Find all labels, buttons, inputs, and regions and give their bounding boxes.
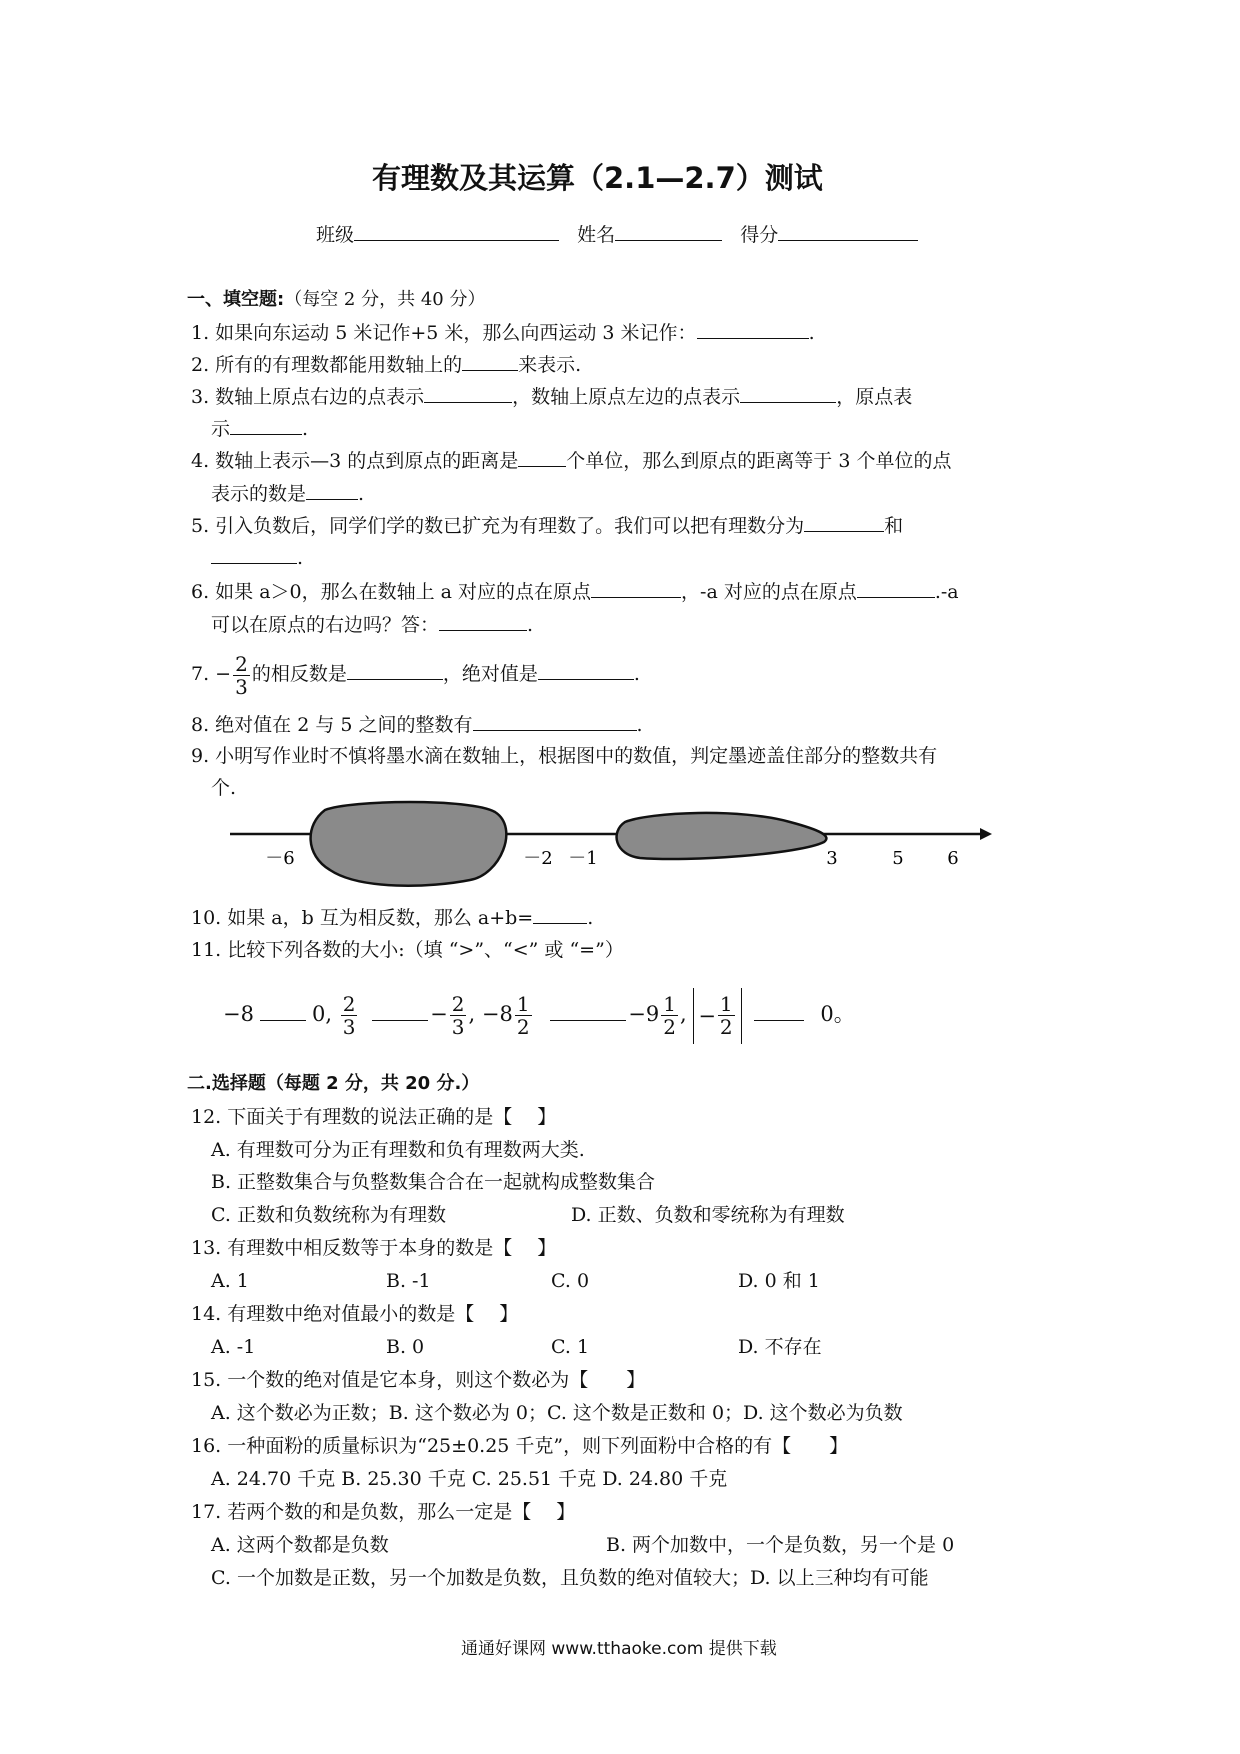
q5-text-c: .: [297, 547, 304, 569]
score-field[interactable]: [778, 222, 918, 241]
q14-option-b[interactable]: B. 0: [386, 1336, 425, 1358]
q6-blank-3[interactable]: [439, 612, 527, 631]
question-3: [191, 384, 912, 409]
q7-text-a: 7. −: [191, 663, 232, 685]
question-4: [191, 448, 951, 473]
section2-heading: 二.选择题（每题 2 分，共 20 分.）: [187, 1073, 480, 1094]
question-5: [191, 513, 903, 538]
q11-expr-5: −9: [628, 1002, 660, 1026]
question-7: [191, 646, 640, 702]
question-8: [191, 712, 643, 737]
question-14: 14. 有理数中绝对值最小的数是【 】: [191, 1303, 519, 1325]
q7-text-c: ，绝对值是: [442, 663, 538, 685]
question-11: 11. 比较下列各数的大小:（填 “>”、“<” 或 “=”）: [191, 939, 624, 961]
question-16: 16. 一种面粉的质量标识为“25±0.25 千克”，则下列面粉中合格的有【 】: [191, 1435, 849, 1457]
q3-blank-3[interactable]: [230, 416, 302, 435]
q5-text-a: 5. 引入负数后，同学们学的数已扩充为有理数了。我们可以把有理数分为: [191, 515, 805, 537]
q4-blank-2[interactable]: [306, 481, 358, 500]
q8-text-b: .: [636, 714, 643, 736]
q12-option-c[interactable]: C. 正数和负数统称为有理数: [211, 1204, 446, 1226]
q7-fraction: [233, 653, 250, 698]
q7-numerator: 2: [235, 651, 248, 676]
q11-frac-3: $\frac{1}{2}$: [516, 992, 530, 1039]
q4-text-b: 个单位，那么到原点的距离等于 3 个单位的点: [566, 450, 952, 472]
arrow-head-icon: [980, 828, 992, 840]
q10-blank[interactable]: [533, 905, 587, 924]
q11-minus-1: −: [430, 1002, 448, 1026]
q12-option-d[interactable]: D. 正数、负数和零统称为有理数: [571, 1204, 845, 1226]
tick-label-neg2: －2: [523, 848, 553, 869]
page-footer: 通通好课网 www.tthaoke.com 提供下载: [461, 1639, 777, 1659]
question-13: 13. 有理数中相反数等于本身的数是【 】: [191, 1237, 557, 1259]
number-line-figure: [220, 800, 1000, 890]
q3-text-b: ，数轴上原点左边的点表示: [512, 386, 741, 408]
question-17: 17. 若两个数的和是负数，那么一定是【 】: [191, 1501, 576, 1523]
q8-blank[interactable]: [473, 712, 637, 731]
q2-blank[interactable]: [462, 352, 518, 371]
q5-blank-2[interactable]: [211, 545, 297, 564]
q6-text-d: 可以在原点的右边吗？答：: [211, 614, 440, 636]
q11-blank-2[interactable]: [372, 1002, 428, 1021]
question-5-cont: [211, 545, 303, 570]
q5-text-b: 和: [884, 515, 904, 537]
q3-blank-2[interactable]: [740, 384, 836, 403]
q11-blank-4[interactable]: [754, 1002, 804, 1021]
q6-text-b: ，-a 对应的点在原点: [681, 581, 857, 603]
q11-frac-5: $\frac{1}{2}$: [719, 992, 733, 1039]
q10-text-b: .: [587, 907, 594, 929]
section1-title: 一、填空题:: [187, 289, 285, 310]
q6-text-e: .: [527, 614, 534, 636]
question-6-cont: [211, 612, 533, 637]
q15-options[interactable]: A. 这个数必为正数；B. 这个数必为 0；C. 这个数是正数和 0；D. 这个数必为负数: [211, 1402, 903, 1424]
q4-text-a: 4. 数轴上表示—3 的点到原点的距离是: [191, 450, 519, 472]
q5-blank-1[interactable]: [804, 513, 884, 532]
question-12: 12. 下面关于有理数的说法正确的是【 】: [191, 1106, 557, 1128]
class-field[interactable]: [354, 222, 559, 241]
q11-comma-1: ,: [468, 1002, 476, 1026]
q7-blank-1[interactable]: [347, 661, 443, 680]
q11-expr-1: −8: [223, 1002, 254, 1026]
question-9: 9. 小明写作业时不慎将墨水滴在数轴上，根据图中的数值，判定墨迹盖住部分的整数共有: [191, 745, 938, 767]
q6-text-a: 6. 如果 a＞0，那么在数轴上 a 对应的点在原点: [191, 581, 592, 603]
q17-option-a[interactable]: A. 这两个数都是负数: [211, 1534, 389, 1556]
q11-comma-2: ,: [679, 1002, 687, 1026]
q11-frac-4: $\frac{1}{2}$: [663, 992, 676, 1039]
question-9-cont: 个.: [211, 777, 237, 799]
q14-option-c[interactable]: C. 1: [551, 1336, 590, 1358]
q11-expr-1b: 0,: [311, 1002, 333, 1026]
ink-blot-left: [311, 802, 507, 886]
name-field[interactable]: [615, 222, 722, 241]
q14-option-a[interactable]: A. -1: [211, 1336, 256, 1358]
tick-label-neg1: －1: [568, 848, 598, 869]
q13-option-d[interactable]: D. 0 和 1: [738, 1270, 820, 1292]
q1-blank[interactable]: [697, 320, 809, 339]
q4-text-c: 表示的数是: [211, 483, 307, 505]
section1-note: （每空 2 分，共 40 分）: [284, 289, 486, 310]
q11-absolute-value: − $\frac{1}{2}$: [693, 988, 741, 1044]
q12-option-a[interactable]: A. 有理数可分为正有理数和负有理数两大类.: [211, 1139, 585, 1161]
q4-blank-1[interactable]: [518, 448, 566, 467]
q11-frac-2: $\frac{2}{3}$: [451, 992, 465, 1039]
q13-option-b[interactable]: B. -1: [386, 1270, 431, 1292]
q7-blank-2[interactable]: [538, 661, 634, 680]
name-label: 姓名: [577, 224, 616, 246]
score-label: 得分: [740, 224, 779, 246]
q11-blank-1[interactable]: [260, 1002, 306, 1021]
q4-text-d: .: [358, 483, 365, 505]
question-3-cont: [211, 416, 308, 441]
q1-text: 1. 如果向东运动 5 米记作+5 米，那么向西运动 3 米记作：: [191, 322, 697, 344]
question-11-expressions: [223, 984, 855, 1046]
q7-text-d: .: [633, 663, 640, 685]
question-6: [191, 579, 959, 604]
section1-heading: [187, 288, 485, 312]
q3-blank-1[interactable]: [424, 384, 512, 403]
question-1: [191, 320, 815, 345]
q2-text: 2. 所有的有理数都能用数轴上的: [191, 354, 463, 376]
q7-text-b: 的相反数是: [251, 663, 347, 685]
q17-option-cd[interactable]: C. 一个加数是正数，另一个加数是负数，且负数的绝对值较大；D. 以上三种均有可能: [211, 1567, 929, 1589]
q6-blank-2[interactable]: [857, 579, 935, 598]
q3-text-c: ，原点表: [836, 386, 913, 408]
q11-expr-7: 0。: [820, 1002, 855, 1026]
q13-option-c[interactable]: C. 0: [551, 1270, 590, 1292]
q6-text-c: .-a: [934, 581, 959, 603]
q3-text-a: 3. 数轴上原点右边的点表示: [191, 386, 425, 408]
q11-expr-4: −8: [481, 1002, 513, 1026]
tick-label-neg6: －6: [265, 848, 295, 869]
ink-blot-right: [617, 813, 827, 859]
tick-label-5: 5: [892, 848, 904, 869]
question-2: [191, 352, 581, 377]
q17-option-b[interactable]: B. 两个加数中，一个是负数，另一个是 0: [606, 1534, 955, 1556]
question-4-cont: [211, 481, 364, 506]
class-label: 班级: [316, 224, 355, 246]
q14-option-d[interactable]: D. 不存在: [738, 1336, 822, 1358]
q6-blank-1[interactable]: [591, 579, 681, 598]
q11-blank-3[interactable]: [550, 1002, 626, 1021]
q2-text-end: 来表示.: [518, 354, 582, 376]
question-10: [191, 905, 593, 930]
q13-option-a[interactable]: A. 1: [211, 1270, 249, 1292]
q12-option-b[interactable]: B. 正整数集合与负整数集合合在一起就构成整数集合: [211, 1171, 656, 1193]
q1-end: .: [808, 322, 815, 344]
question-15: 15. 一个数的绝对值是它本身，则这个数必为【 】: [191, 1369, 646, 1391]
tick-label-3: 3: [826, 848, 838, 869]
q8-text-a: 8. 绝对值在 2 与 5 之间的整数有: [191, 714, 473, 736]
q10-text-a: 10. 如果 a，b 互为相反数，那么 a+b=: [191, 907, 534, 929]
q11-frac-1: $\frac{2}{3}$: [342, 992, 356, 1039]
tick-label-6: 6: [947, 848, 959, 869]
q3-text-d: 示: [211, 418, 231, 440]
q3-text-e: .: [302, 418, 309, 440]
header-info: [316, 222, 918, 247]
q7-denominator: 3: [235, 674, 248, 699]
q16-options[interactable]: A. 24.70 千克 B. 25.30 千克 C. 25.51 千克 D. 24.80 千克: [211, 1468, 728, 1490]
page-title: 有理数及其运算（2.1—2.7）测试: [372, 161, 823, 195]
